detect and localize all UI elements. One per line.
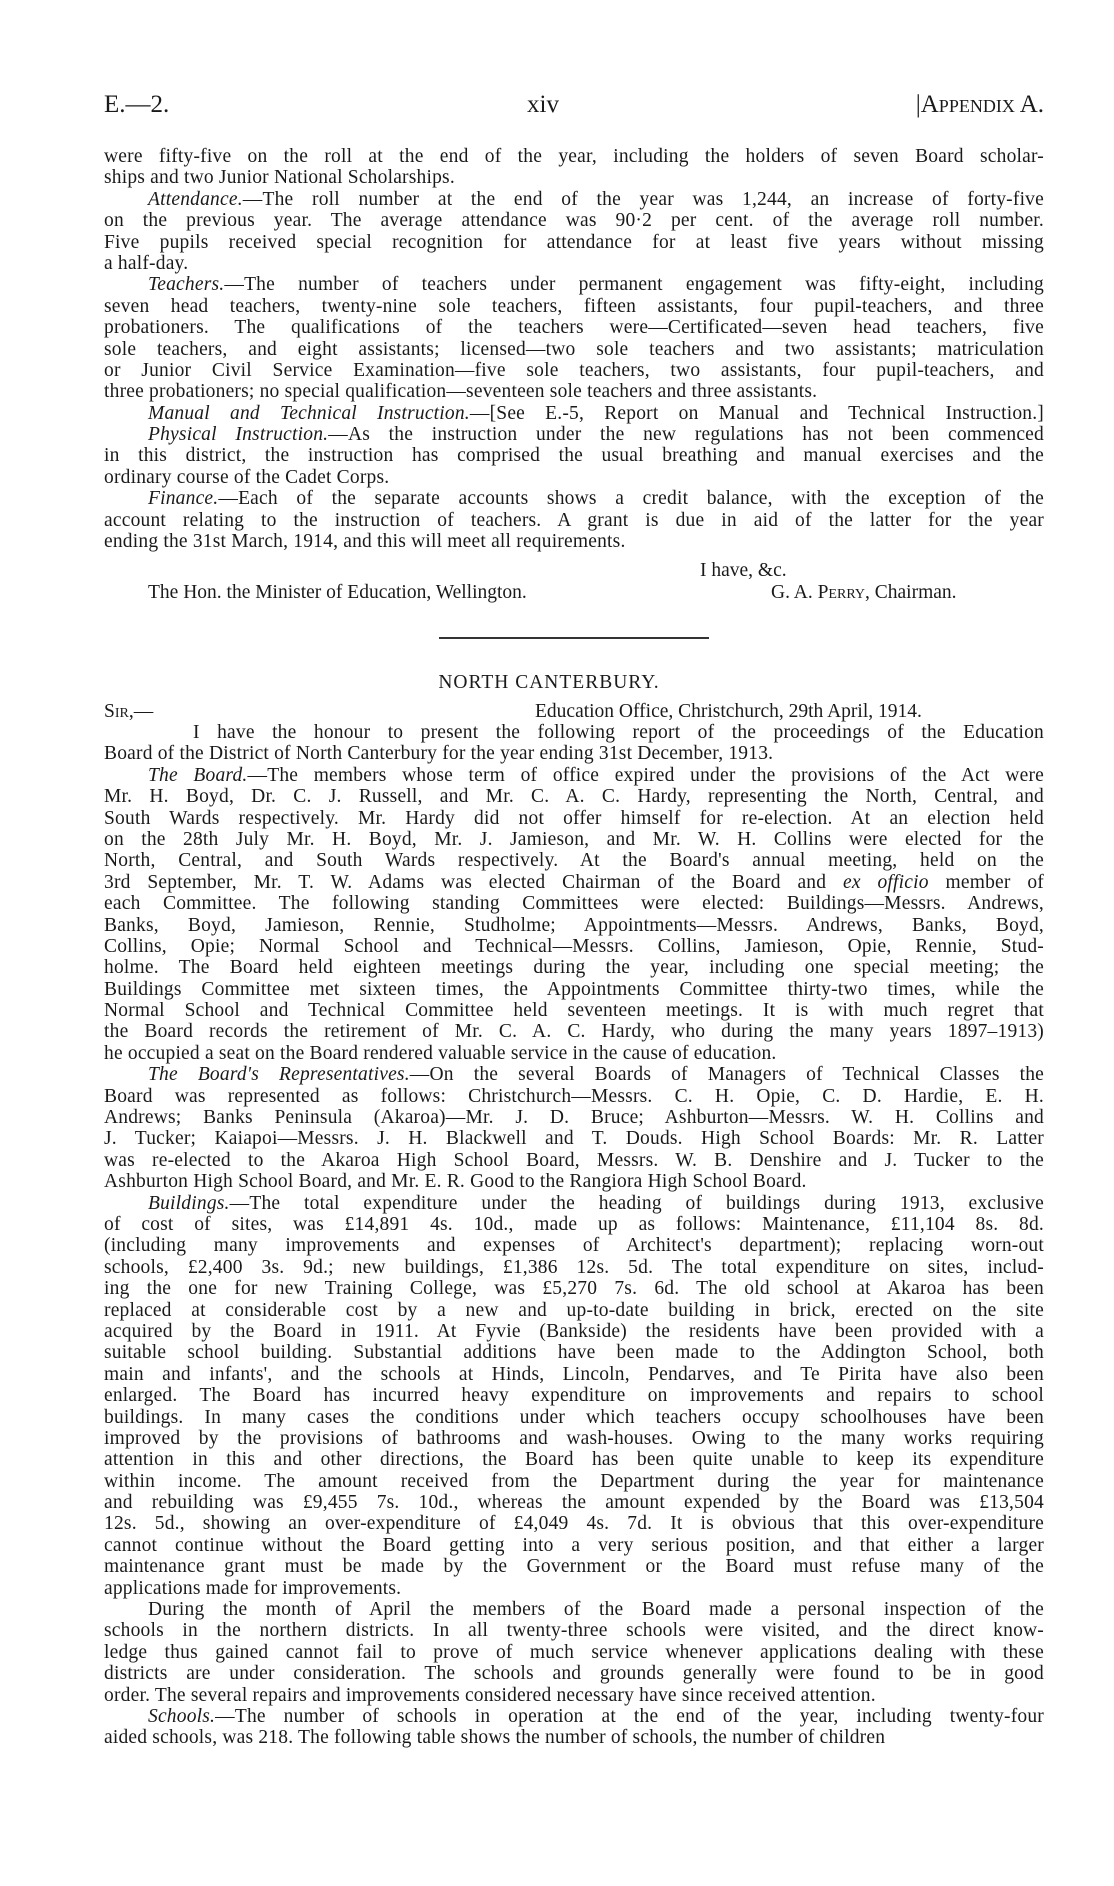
appendix-label: |Appendix A. (915, 91, 1044, 118)
paragraph (104, 403, 1044, 424)
text-line: he occupied a seat on the Board rendered valuable service in the cause of education. (104, 1042, 777, 1064)
text-line: schools, £2,400 3s. 9d.; new buildings, £1,386 12s. 5d. The total expenditure on sites, includ- (104, 1256, 1044, 1278)
text-line: Normal School and Technical Committee held seventeen meetings. It is with much regret that (104, 1000, 1044, 1022)
signatory-name: G. A. Perry (771, 582, 865, 603)
italic-text: Manual and Technical Instruction. (148, 402, 470, 424)
text-line: I have the honour to present the following report of the proceedings of the Education (193, 722, 1044, 743)
paragraph (104, 1193, 1044, 1599)
text-line: buildings. In many cases the conditions under which teachers occupy schoolhouses have been (104, 1406, 1044, 1428)
text-line (104, 488, 1044, 509)
text-line: on the 28th July Mr. H. Boyd, Mr. J. Jamieson, and Mr. W. H. Collins were elected for the (104, 828, 1044, 850)
text-line: South Wards respectively. Mr. Hardy did not offer himself for re-election. At an election held (104, 807, 1044, 829)
text-line: Buildings Committee met sixteen times, the Appointments Committee thirty-two times, while the (104, 978, 1044, 1000)
text-line: in this district, the instruction has comprised the usual breathing and manual exercises and the (104, 445, 1044, 467)
paragraph (104, 274, 1044, 402)
text-line: cannot continue without the Board getting into a very serious position, and that either a larger (104, 1534, 1044, 1556)
text-line: Banks, Boyd, Jamieson, Rennie, Studholme; Appointments—Messrs. Andrews, Banks, Boyd, (104, 914, 1044, 936)
signatory (771, 582, 957, 603)
text-line: a half-day. (104, 252, 189, 274)
text-line: During the month of April the members of the Board made a personal inspection of the (148, 1599, 1044, 1621)
text-line: districts are under consideration. The schools and grounds generally were found to be in good (104, 1663, 1044, 1685)
italic-text: Physical Instruction. (148, 424, 329, 446)
text-line: each Committee. The following standing Committees were elected: Buildings—Messrs. Andrews, (104, 893, 1044, 915)
text-run: 3rd September, Mr. T. W. Adams was elected Chairman of the Board and (104, 871, 843, 893)
text-line: suitable school building. Substantial additions have been made to the Addington School, both (104, 1342, 1044, 1364)
text-line: attention in this and other directions, the Board has been quite unable to keep its expenditure (104, 1449, 1044, 1471)
text-line: ships and two Junior National Scholarships. (104, 167, 455, 189)
text-run: member of (928, 871, 1044, 893)
salutation-line (104, 701, 1044, 722)
text-line: Ashburton High School Board, and Mr. E. R. Good to the Rangiora High School Board. (104, 1171, 807, 1193)
closing: I have, &c. (700, 560, 787, 581)
italic-text: Finance. (148, 488, 219, 510)
text-line: schools in the northern districts. In all twenty-three schools were visited, and the direct know- (104, 1620, 1044, 1642)
text-line: ordinary course of the Cadet Corps. (104, 466, 390, 488)
north-canterbury-report-body (104, 722, 1044, 1749)
paragraph (104, 722, 1044, 765)
italic-text: ex officio (842, 871, 929, 893)
text-line: on the previous year. The average attendance was 90·2 per cent. of the average roll number. (104, 210, 1044, 232)
text-run: —The roll number at the end of the year was 1,244, an increase of forty-five (242, 188, 1044, 210)
text-line: enlarged. The Board has incurred heavy expenditure on improvements and repairs to school (104, 1385, 1044, 1407)
text-line (104, 1064, 1044, 1085)
italic-text: Buildings. (148, 1192, 230, 1214)
text-line: North, Central, and South Wards respectively. At the Board's annual meeting, held on the (104, 850, 1044, 872)
text-line (104, 1193, 1044, 1214)
text-line: the Board records the retirement of Mr. C. A. C. Hardy, who during the many years 1897–1913) (104, 1021, 1044, 1043)
page-reference: E.—2. (104, 91, 170, 118)
text-line: Board was represented as follows: Christchurch—Messrs. C. H. Opie, C. D. Hardie, E. H. (104, 1085, 1044, 1107)
signatory-title: , Chairman. (865, 582, 957, 603)
text-line: Collins, Opie; Normal School and Technical—Messrs. Collins, Jamieson, Opie, Rennie, Stud- (104, 935, 1044, 957)
text-line (104, 424, 1044, 445)
text-line: J. Tucker; Kaiapoi—Messrs. J. H. Blackwell and T. Douds. High School Boards: Mr. R. Latter (104, 1128, 1044, 1150)
text-line: Five pupils received special recognition for attendance for at least five years without missing (104, 231, 1044, 253)
text-line: aided schools, was 218. The following table shows the number of schools, the number of children (104, 1727, 886, 1749)
text-line: of cost of sites, was £14,891 4s. 10d., made up as follows: Maintenance, £11,104 8s. 8d. (104, 1213, 1044, 1235)
text-run: —The members whose term of office expired under the provisions of the Act were (247, 764, 1044, 786)
paragraph (104, 189, 1044, 275)
text-line: was re-elected to the Akaroa High School Board, Messrs. W. B. Denshire and J. Tucker to the (104, 1149, 1044, 1171)
text-line (104, 872, 1044, 893)
addressee: The Hon. the Minister of Education, Wellington. (148, 582, 527, 603)
text-line (104, 1706, 1044, 1727)
text-line: 12s. 5d., showing an over-expenditure of £4,049 4s. 7d. It is obvious that this over-expenditure (104, 1513, 1044, 1535)
text-line: applications made for improvements. (104, 1577, 402, 1599)
text-line: Board of the District of North Canterbury for the year ending 31st December, 1913. (104, 743, 774, 765)
text-line: seven head teachers, twenty-nine sole teachers, fifteen assistants, four pupil-teachers, and three (104, 295, 1044, 317)
italic-text: The Board. (148, 764, 248, 786)
text-line: acquired by the Board in 1911. At Fyvie (Bankside) the residents have been provided with a (104, 1320, 1044, 1342)
text-line: Andrews; Banks Peninsula (Akaroa)—Mr. J. D. Bruce; Ashburton—Messrs. W. H. Collins and (104, 1107, 1044, 1129)
italic-text: Schools. (148, 1705, 216, 1727)
italic-text: The Board's Representatives. (148, 1064, 410, 1086)
text-line: replaced at considerable cost by a new and up-to-date building in brick, erected on the site (104, 1299, 1044, 1321)
text-line (104, 274, 1044, 295)
text-run: —[See E.-5, Report on Manual and Technical Instruction.] (469, 402, 1044, 424)
paragraph (104, 424, 1044, 488)
text-line: improved by the provisions of bathrooms and wash-houses. Owing to the many works requiring (104, 1427, 1044, 1449)
text-line: within income. The amount received from the Department during the year for maintenance (104, 1470, 1044, 1492)
text-run: —Each of the separate accounts shows a credit balance, with the exception of the (218, 488, 1044, 510)
text-line: three probationers; no special qualification—seventeen sole teachers and three assistants. (104, 381, 818, 403)
text-line: ending the 31st March, 1914, and this will meet all requirements. (104, 531, 626, 553)
paragraph (104, 765, 1044, 1064)
text-line: were fifty-five on the roll at the end of the year, including the holders of seven Board scholar- (104, 146, 1044, 167)
text-run: —The number of schools in operation at the end of the year, including twenty-four (215, 1705, 1044, 1727)
paragraph (104, 1706, 1044, 1749)
text-line: maintenance grant must be made by the Government or the Board must refuse many of the (104, 1556, 1044, 1578)
text-run: —As the instruction under the new regulations has not been commenced (328, 424, 1044, 446)
paragraph (104, 146, 1044, 189)
text-run: —The total expenditure under the heading of buildings during 1913, exclusive (229, 1192, 1044, 1214)
text-line (104, 403, 1044, 424)
text-run: —On the several Boards of Managers of Technical Classes the (409, 1064, 1045, 1086)
text-line: holme. The Board held eighteen meetings during the year, including one special meeting; the (104, 957, 1044, 979)
text-line: or Junior Civil Service Examination—five sole teachers, two assistants, four pupil-teachers, and (104, 359, 1044, 381)
paragraph (104, 1599, 1044, 1706)
text-line: and rebuilding was £9,455 7s. 10d., whereas the amount expended by the Board was £13,504 (104, 1492, 1044, 1514)
page-number: xiv (527, 91, 559, 118)
salutation: Sir,— (104, 701, 154, 722)
text-line: order. The several repairs and improvements considered necessary have since received attention. (104, 1684, 876, 1706)
text-line: account relating to the instruction of teachers. A grant is due in aid of the latter for the year (104, 509, 1044, 531)
text-line: ledge thus gained cannot fail to prove of much service whenever applications dealing with these (104, 1641, 1044, 1663)
prior-report-body (104, 146, 1044, 552)
text-line (104, 765, 1044, 786)
italic-text: Teachers. (148, 274, 225, 296)
dateline: Education Office, Christchurch, 29th April, 1914. (535, 701, 922, 722)
text-line: main and infants', and the schools at Hinds, Lincoln, Pendarves, and Te Pirita have also been (104, 1363, 1044, 1385)
text-line: probationers. The qualifications of the teachers were—Certificated—seven head teachers, five (104, 317, 1044, 339)
text-line (104, 189, 1044, 210)
text-line: ing the one for new Training College, was £5,270 7s. 6d. The old school at Akaroa has been (104, 1278, 1044, 1300)
section-divider (439, 637, 709, 639)
paragraph (104, 1064, 1044, 1192)
section-title: NORTH CANTERBURY. (438, 672, 660, 693)
text-line: sole teachers, and eight assistants; licensed—two sole teachers and two assistants; matriculation (104, 338, 1044, 360)
text-line: Mr. H. Boyd, Dr. C. J. Russell, and Mr. C. A. C. Hardy, representing the North, Central, and (104, 786, 1044, 808)
text-run: —The number of teachers under permanent engagement was fifty-eight, including (224, 274, 1044, 296)
italic-text: Attendance. (148, 188, 243, 210)
text-line: (including many improvements and expenses of Architect's department); replacing worn-out (104, 1235, 1044, 1257)
paragraph (104, 488, 1044, 552)
